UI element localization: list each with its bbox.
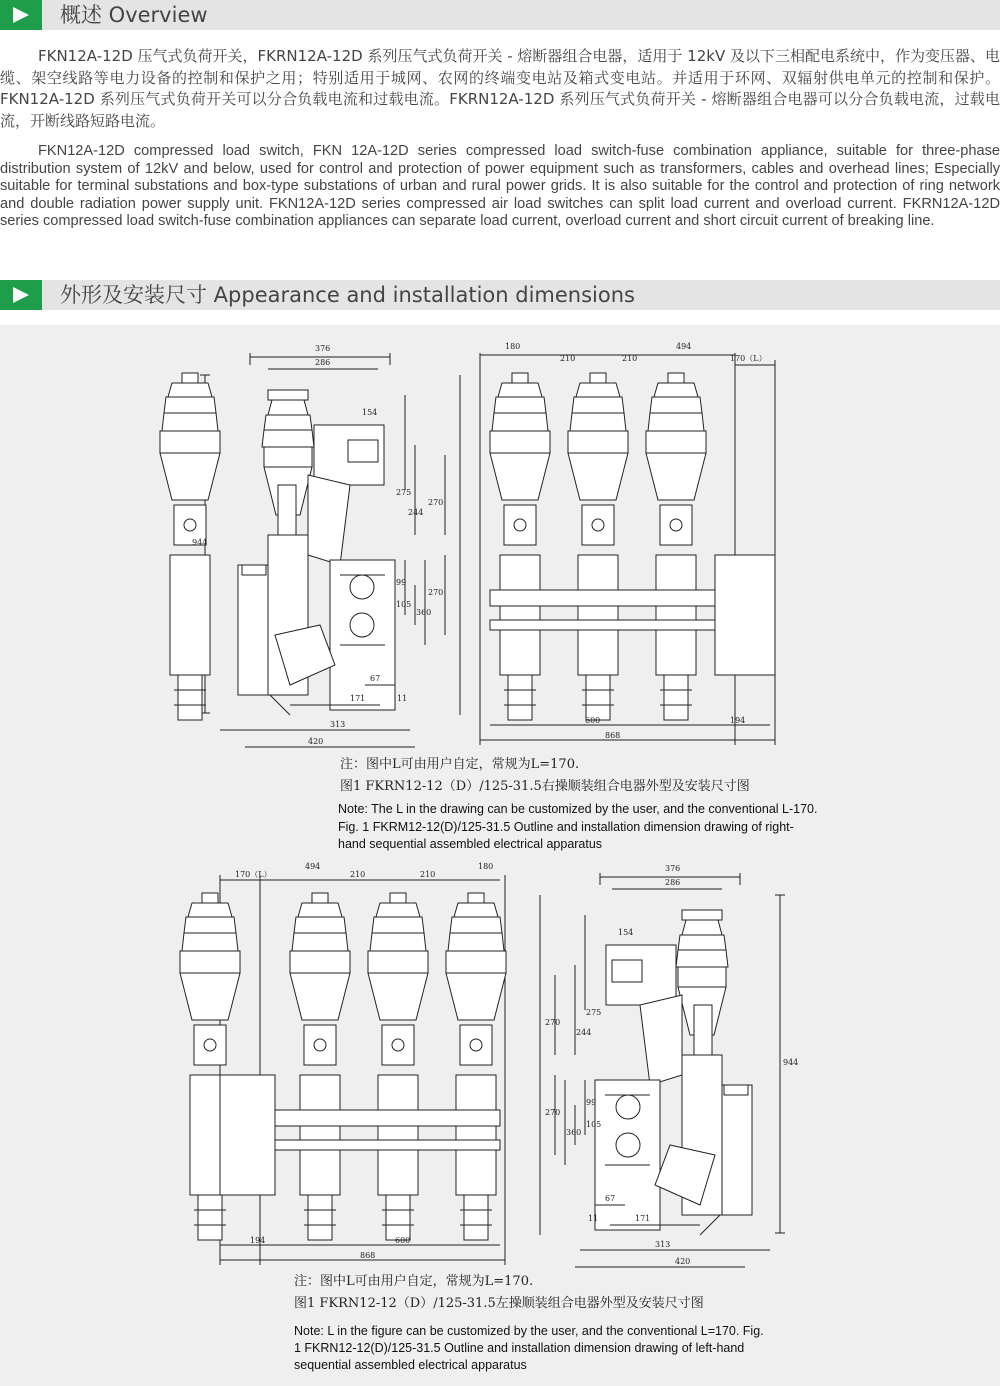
dim-313: 313	[330, 720, 346, 729]
dim-194: 194	[730, 716, 746, 725]
dim-154: 154	[618, 928, 634, 937]
figure1-caption-cn: 图1 FKRN12-12（D）/125-31.5右操顺装组合电器外型及安装尺寸图	[340, 779, 750, 794]
figure1-note-cn: 注：图中L可由用户自定，常规为L=170.	[340, 757, 580, 772]
dim-105: 105	[586, 1120, 602, 1129]
dim-944: 944	[192, 538, 208, 547]
dim-270a: 270	[545, 1018, 561, 1027]
dim-270b: 270	[428, 588, 444, 597]
figure2-caption-cn: 图1 FKRN12-12（D）/125-31.5左操顺装组合电器外型及安装尺寸图	[294, 1296, 704, 1311]
dim-494: 494	[305, 862, 321, 871]
play-icon	[0, 280, 42, 310]
dim-420: 420	[308, 737, 324, 746]
dim-11: 11	[397, 694, 408, 703]
dim-171: 171	[635, 1214, 651, 1223]
figure1-note-en-1: Note: The L in the drawing can be customized by the user, and the conventional L-170.	[338, 802, 818, 816]
dim-420: 420	[675, 1257, 691, 1266]
dim-99: 99	[586, 1098, 597, 1107]
figure2-note-cn: 注：图中L可由用户自定，常规为L=170.	[294, 1274, 534, 1289]
dim-270b: 270	[545, 1108, 561, 1117]
dim-600: 600	[395, 1236, 411, 1245]
dim-244: 244	[408, 508, 424, 517]
dim-210b: 210	[622, 354, 638, 363]
figure2-drawing	[210, 855, 799, 1275]
figure2-note-en: Note: L in the figure can be customized by the user, and the conventional L=170. Fig. 1 FKRN12-12(D)/125-31.5 Outline and installation dimension drawing of left-hand sequential assembled electrical apparatus	[294, 1324, 764, 1372]
dim-170L: 170（L）	[235, 870, 272, 879]
dim-180: 180	[505, 342, 521, 351]
dim-244: 244	[576, 1028, 592, 1037]
dim-180: 180	[478, 862, 494, 871]
dim-210a: 210	[560, 354, 576, 363]
overview-title: 概述 Overview	[60, 3, 208, 27]
dim-944: 944	[783, 1058, 799, 1067]
figure1-note-en-2: Fig. 1 FKRM12-12(D)/125-31.5 Outline and installation dimension drawing of right-hand sequential assembled electrical apparatus	[338, 820, 794, 851]
dim-376: 376	[665, 864, 681, 873]
dim-11: 11	[588, 1214, 599, 1223]
dim-286: 286	[665, 878, 681, 887]
dim-494: 494	[676, 342, 692, 351]
overview-paragraph-cn: FKN12A-12D 压气式负荷开关，FKRN12A-12D 系列压气式负荷开关 - 熔断器组合电器，适用于 12kV 及以下三相配电系统中，作为变压器、电缆、架空线路等电力设备的控制和保护之用；特别适用于城网、农网的终端变电站及箱式变电站。并适用于环网、双辐射供电单元的控制和保护。FKN12A-12D 系列压气式负荷开关可以分合负载电流和过载电流。FKRN12A-12D 系列压气式负荷开关 - 熔断器组合电器可以分合负载电流，过载电流，开断线路短路电流。	[0, 47, 1000, 130]
dim-170L: 170（L）	[730, 354, 767, 363]
overview-header	[0, 0, 1000, 30]
figure1-drawing	[190, 335, 790, 750]
dim-275: 275	[586, 1008, 602, 1017]
dim-67: 67	[370, 674, 381, 683]
dim-270a: 270	[428, 498, 444, 507]
dim-286: 286	[315, 358, 331, 367]
dim-105: 105	[396, 600, 412, 609]
dim-275: 275	[396, 488, 412, 497]
dim-360: 360	[566, 1128, 582, 1137]
dim-194: 194	[250, 1236, 266, 1245]
dim-360: 360	[416, 608, 432, 617]
drawing-area	[0, 325, 1000, 1386]
dim-171: 171	[350, 694, 366, 703]
dim-868: 868	[605, 731, 621, 740]
dimensions-title: 外形及安装尺寸 Appearance and installation dimensions	[60, 283, 635, 307]
dim-210a: 210	[350, 870, 366, 879]
dim-210b: 210	[420, 870, 436, 879]
dim-868: 868	[360, 1251, 376, 1260]
play-icon	[0, 0, 42, 30]
dim-99: 99	[396, 578, 407, 587]
overview-paragraph-en: FKN12A-12D compressed load switch, FKN 12A-12D series compressed load switch-fuse combination appliance, suitable for three-phase distribution system of 12kV and below, used for control and protection of power equipment such as transformers, cables and overhead lines; Especially suitable for terminal substations and box-type substations of urban and rural power grids. It is also suitable for the control and protection of ring network and double radiation power supply unit. FKN12A-12D series compressed air load switches can split load current and overload current. FKRN12A-12D series compressed load switch-fuse combination appliances can separate load current, overload current and short circuit current of breaking line.	[0, 143, 1000, 229]
dim-600: 600	[585, 716, 601, 725]
dim-313: 313	[655, 1240, 671, 1249]
dimensions-header	[0, 280, 1000, 310]
dim-154: 154	[362, 408, 378, 417]
dim-67: 67	[605, 1194, 616, 1203]
dim-376: 376	[315, 344, 331, 353]
